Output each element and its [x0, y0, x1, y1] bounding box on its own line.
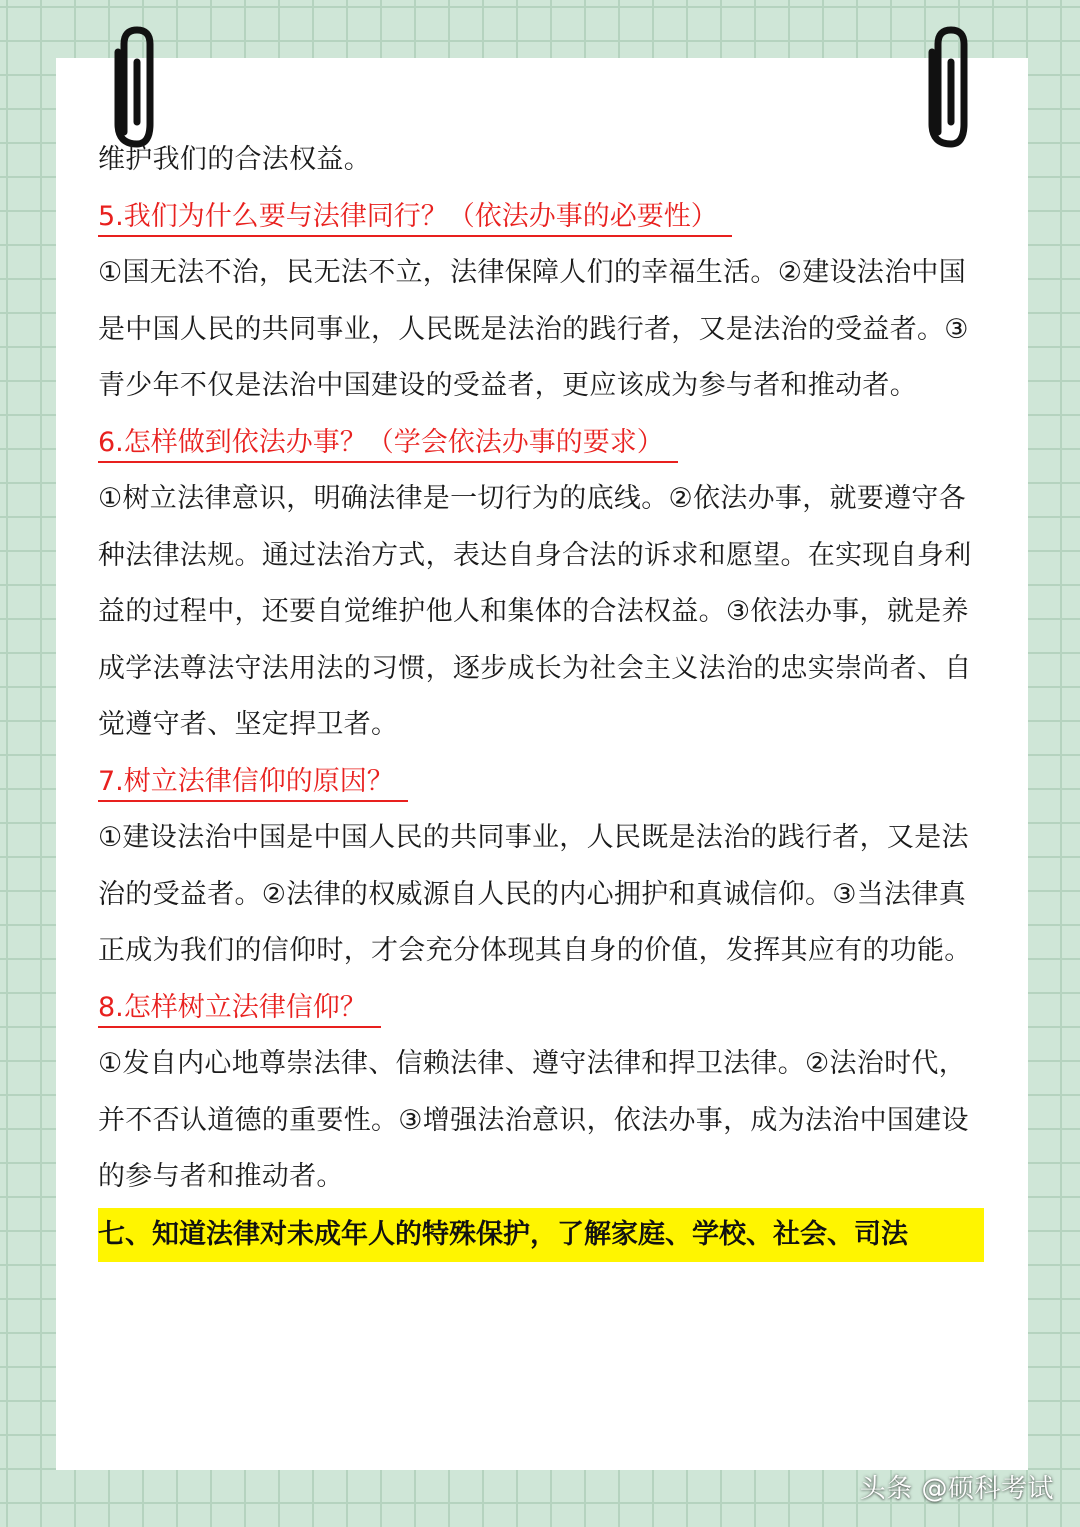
answer-paragraph-6: ①树立法律意识，明确法律是一切行为的底线。②依法办事，就要遵守各种法律法规。通过法治方式，表达自身合法的诉求和愿望。在实现自身利益的过程中，还要自觉维护他人和集体的合法权益。③依法办事，就是养成学法尊法守法用法的习惯，逐步成长为社会主义法治的忠实崇尚者、自觉遵守者、坚定捍卫者。: [98, 483, 972, 740]
question-heading-6-text: 6.怎样做到依法办事？（学会依法办事的要求）: [98, 427, 678, 463]
answer-paragraph-7: ①建设法治中国是中国人民的共同事业，人民既是法治的践行者，又是法治的受益者。②法律的权威源自人民的内心拥护和真诚信仰。③当法律真正成为我们的信仰时，才会充分体现其自身的价值，发挥其应有的功能。: [98, 822, 972, 966]
question-heading-5-text: 5.我们为什么要与法律同行？（依法办事的必要性）: [98, 201, 732, 237]
question-heading-7: [98, 754, 984, 811]
paragraph-continuation: 维护我们的合法权益。: [98, 144, 371, 175]
question-heading-8: [98, 980, 984, 1037]
question-heading-5: [98, 189, 984, 246]
document-content: [98, 132, 984, 1262]
answer-paragraph-5: ①国无法不治，民无法不立，法律保障人们的幸福生活。②建设法治中国是中国人民的共同事业，人民既是法治的践行者，又是法治的受益者。③青少年不仅是法治中国建设的受益者，更应该成为参与者和推动者。: [98, 257, 969, 401]
question-heading-7-text: 7.树立法律信仰的原因？: [98, 766, 408, 802]
answer-paragraph-8: ①发自内心地尊崇法律、信赖法律、遵守法律和捍卫法律。②法治时代，并不否认道德的重要性。③增强法治意识，依法办事，成为法治中国建设的参与者和推动者。: [98, 1048, 969, 1192]
section-heading-7: 七、知道法律对未成年人的特殊保护，了解家庭、学校、社会、司法: [98, 1208, 984, 1262]
question-heading-6: [98, 415, 984, 472]
watermark: 头条 @硕科考试: [859, 1474, 1054, 1504]
question-heading-8-text: 8.怎样树立法律信仰？: [98, 992, 381, 1028]
